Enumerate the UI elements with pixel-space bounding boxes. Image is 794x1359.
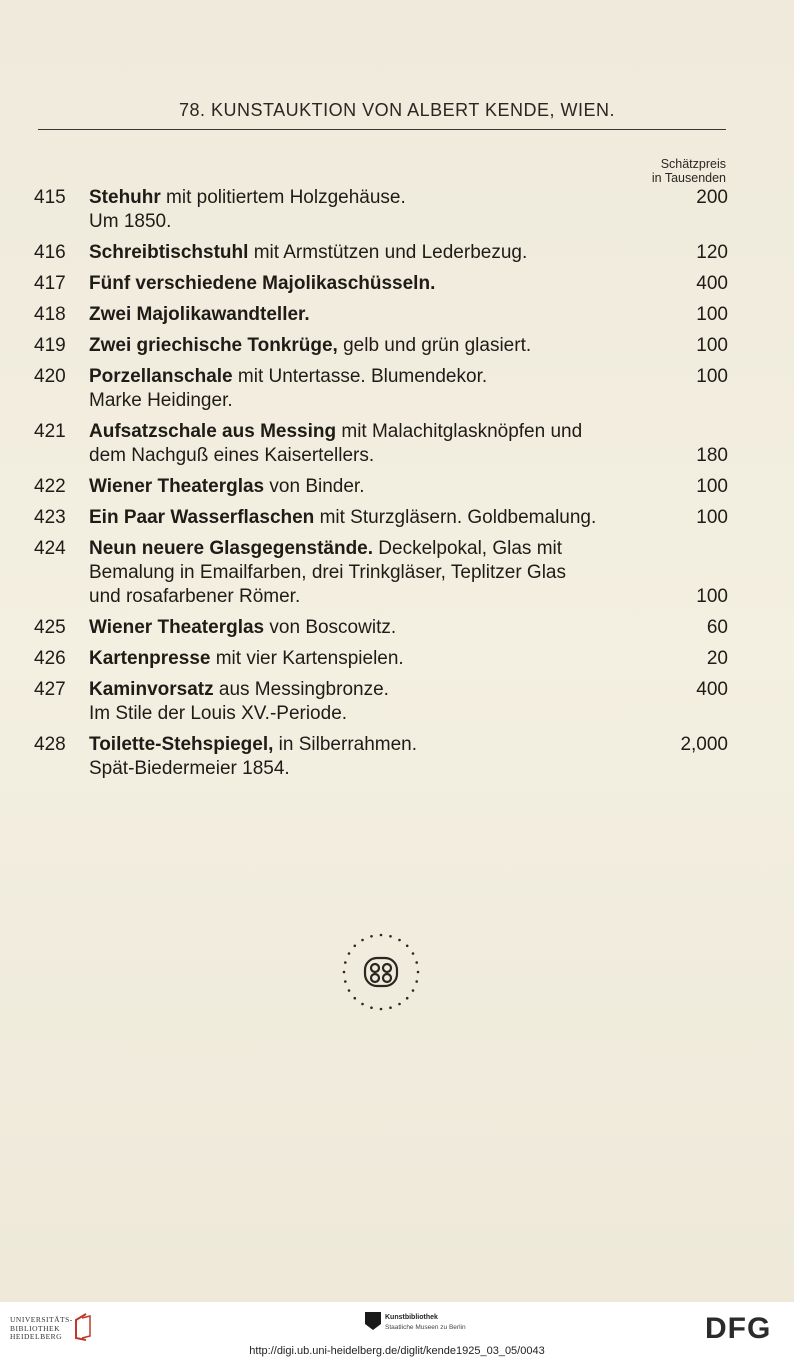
lot-description <box>89 303 669 327</box>
lot-first-line <box>89 241 669 265</box>
lot-detail-line: dem Nachguß eines Kaisertellers. <box>89 445 375 466</box>
lot-detail-line: Marke Heidinger. <box>89 390 233 411</box>
lot-number: 417 <box>34 273 66 294</box>
university-line3: HEIDELBERG <box>10 1332 63 1341</box>
lot-entry <box>0 186 794 234</box>
lot-title: Zwei Majolikawandteller. <box>89 304 310 325</box>
ornament-icon <box>341 932 421 1012</box>
lot-detail-line: Bemalung in Emailfarben, drei Trinkgläser, Teplitzer Glas <box>89 562 566 583</box>
lot-number: 424 <box>34 538 66 559</box>
lot-title: Stehuhr <box>89 187 161 208</box>
lot-number: 423 <box>34 507 66 528</box>
lot-first-line <box>89 647 669 671</box>
lot-title-continuation: aus Messingbronze. <box>213 679 389 700</box>
lot-description <box>89 272 669 296</box>
lot-estimate: 100 <box>696 586 728 607</box>
lot-estimate: 200 <box>696 187 728 208</box>
lot-first-line <box>89 420 669 444</box>
estimate-heading <box>652 157 726 185</box>
digitization-footer <box>0 1302 794 1359</box>
lot-estimate: 100 <box>696 366 728 387</box>
kunstbibliothek-subtitle: Staatliche Museen zu Berlin <box>385 1324 466 1331</box>
lot-estimate: 120 <box>696 242 728 263</box>
lot-number: 419 <box>34 335 66 356</box>
lot-first-line <box>89 506 669 530</box>
lot-description <box>89 733 669 781</box>
lot-description <box>89 537 669 609</box>
lot-description <box>89 241 669 265</box>
lot-detail-line: Um 1850. <box>89 211 172 232</box>
lot-title: Wiener Theaterglas <box>89 617 265 638</box>
dfg-logo: DFG <box>705 1312 772 1345</box>
lot-title-continuation: von Binder. <box>264 476 365 497</box>
lot-title-continuation: gelb und grün glasiert. <box>337 335 532 356</box>
lot-first-line <box>89 537 669 561</box>
lot-title-continuation: mit Untertasse. Blumendekor. <box>232 366 488 387</box>
lot-entry <box>0 272 794 296</box>
lot-number: 416 <box>34 242 66 263</box>
estimate-heading-line2: in Tausenden <box>651 171 726 185</box>
lot-number: 425 <box>34 617 66 638</box>
lot-description <box>89 420 669 468</box>
lot-description <box>89 647 669 671</box>
lot-detail-line: Spät-Biedermeier 1854. <box>89 758 290 779</box>
lot-title-continuation: mit Armstützen und Lederbezug. <box>248 242 528 263</box>
lot-number: 427 <box>34 679 66 700</box>
lot-title-continuation: mit politiertem Holzgehäuse. <box>160 187 406 208</box>
lot-estimate: 60 <box>706 617 728 638</box>
lot-title: Toilette-Stehspiegel, <box>89 734 274 755</box>
lot-estimate: 100 <box>696 476 728 497</box>
lot-title: Kartenpresse <box>89 648 211 669</box>
lot-list <box>0 186 794 788</box>
lot-title-continuation: mit Sturzgläsern. Goldbemalung. <box>314 507 597 528</box>
lot-entry <box>0 733 794 781</box>
lot-entry <box>0 475 794 499</box>
lot-title-continuation: mit vier Kartenspielen. <box>210 648 404 669</box>
lot-first-line <box>89 186 669 210</box>
lot-description <box>89 506 669 530</box>
university-logo-text <box>10 1316 73 1342</box>
lot-estimate: 180 <box>696 445 728 466</box>
lot-title: Zwei griechische Tonkrüge, <box>89 335 338 356</box>
page-header: 78. KUNSTAUKTION VON ALBERT KENDE, WIEN. <box>178 100 616 120</box>
lot-estimate: 20 <box>706 648 728 669</box>
lot-entry <box>0 241 794 265</box>
lot-title: Kaminvorsatz <box>89 679 214 700</box>
lot-first-line <box>89 733 669 757</box>
kunstbibliothek-title: Kunstbibliothek <box>385 1314 438 1321</box>
lot-title: Neun neuere Glasgegenstände. <box>89 538 374 559</box>
university-line1: UNIVERSITÄTS- <box>10 1315 73 1324</box>
lot-entry <box>0 420 794 468</box>
lot-estimate: 2,000 <box>680 734 728 755</box>
lot-number: 422 <box>34 476 66 497</box>
university-line2: BIBLIOTHEK <box>10 1323 60 1333</box>
lot-description <box>89 365 669 413</box>
lot-entry <box>0 365 794 413</box>
lot-estimate: 100 <box>696 335 728 356</box>
lot-entry <box>0 334 794 358</box>
source-url-link[interactable]: http://digi.ub.uni-heidelberg.de/diglit/kende1925_03_05/0043 <box>249 1345 545 1357</box>
lot-estimate: 100 <box>696 304 728 325</box>
lot-title-continuation: in Silberrahmen. <box>273 734 418 755</box>
lot-number: 415 <box>34 187 66 208</box>
lot-title: Ein Paar Wasserflaschen <box>89 507 315 528</box>
header-rule <box>38 129 726 130</box>
lot-first-line <box>89 616 669 640</box>
lot-estimate: 100 <box>696 507 728 528</box>
lot-first-line <box>89 334 669 358</box>
lot-entry <box>0 506 794 530</box>
lot-entry <box>0 647 794 671</box>
lot-number: 428 <box>34 734 66 755</box>
lot-number: 418 <box>34 304 66 325</box>
lot-title: Schreibtischstuhl <box>89 242 249 263</box>
lot-description <box>89 334 669 358</box>
lot-first-line <box>89 303 669 327</box>
lot-first-line <box>89 475 669 499</box>
lot-description <box>89 475 669 499</box>
lot-first-line <box>89 365 669 389</box>
lot-title: Porzellanschale <box>89 366 233 387</box>
lot-description <box>89 616 669 640</box>
university-emblem-icon <box>72 1312 94 1342</box>
kunstbibliothek-logo-icon <box>365 1312 381 1330</box>
lot-number: 426 <box>34 648 66 669</box>
lot-estimate: 400 <box>696 273 728 294</box>
lot-title-continuation: von Boscowitz. <box>264 617 397 638</box>
lot-first-line <box>89 678 669 702</box>
lot-entry <box>0 616 794 640</box>
lot-entry <box>0 537 794 609</box>
lot-first-line <box>89 272 669 296</box>
lot-title: Aufsatzschale aus Messing <box>89 421 337 442</box>
lot-entry <box>0 303 794 327</box>
lot-detail-line: Im Stile der Louis XV.-Periode. <box>89 703 348 724</box>
lot-number: 421 <box>34 421 66 442</box>
lot-number: 420 <box>34 366 66 387</box>
lot-description <box>89 678 669 726</box>
estimate-heading-line1: Schätzpreis <box>660 157 726 171</box>
lot-description <box>89 186 669 234</box>
lot-title: Fünf verschiedene Majolikaschüsseln. <box>89 273 436 294</box>
lot-title-continuation: Deckelpokal, Glas mit <box>373 538 563 559</box>
lot-entry <box>0 678 794 726</box>
lot-title-continuation: mit Malachitglasknöpfen und <box>336 421 583 442</box>
lot-estimate: 400 <box>696 679 728 700</box>
lot-detail-line: und rosafarbener Römer. <box>89 586 301 607</box>
lot-title: Wiener Theaterglas <box>89 476 265 497</box>
